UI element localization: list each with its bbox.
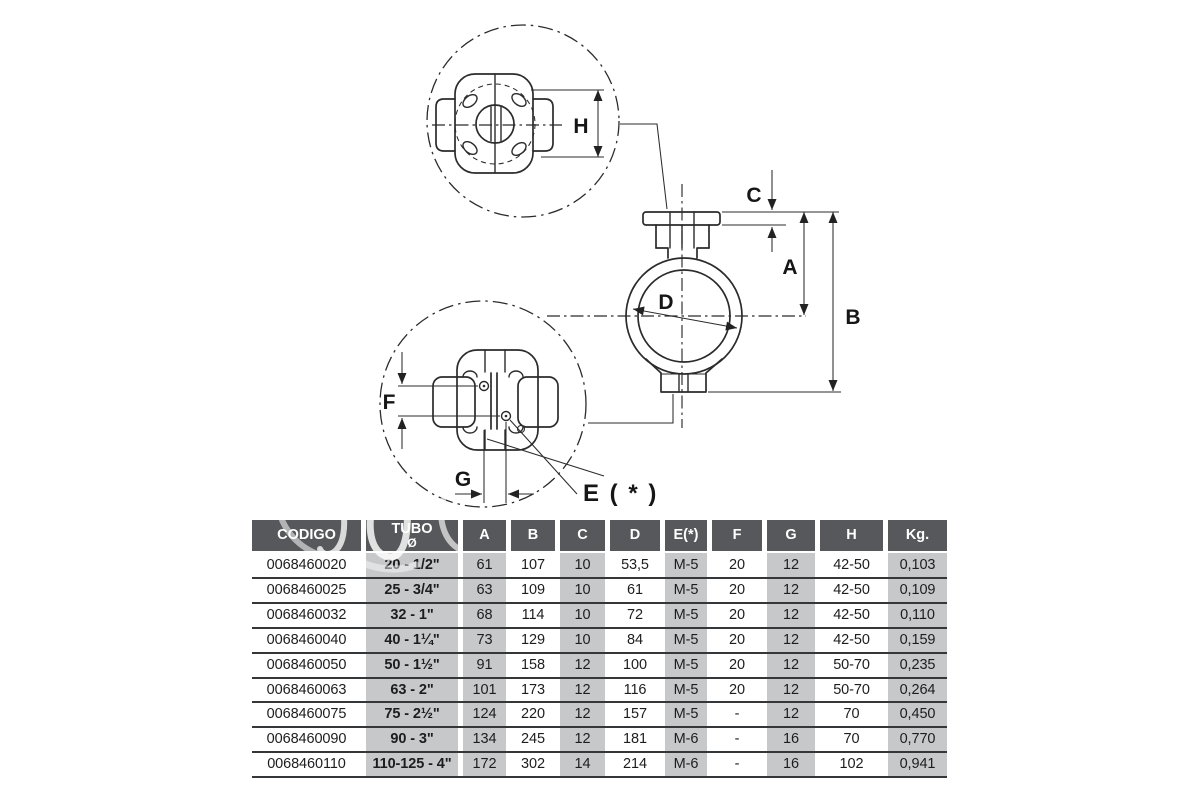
cell-codigo: 0068460032 — [266, 607, 347, 624]
table-cell: 12 — [560, 702, 605, 727]
left-wing — [433, 377, 475, 427]
bottom-foot — [646, 359, 722, 392]
detail-connector-line — [588, 394, 673, 423]
table-cell: M-5 — [665, 628, 707, 653]
bolt-slot — [461, 92, 480, 110]
table-cell: M-5 — [665, 603, 707, 628]
bolt-slot — [461, 139, 480, 157]
spec-table — [252, 520, 947, 779]
row-separator — [252, 701, 947, 703]
table-cell: 110-125 - 4" — [366, 752, 458, 777]
table-cell: M-5 — [665, 652, 707, 677]
table-cell: 42-50 — [833, 582, 870, 599]
table-cell: 220 — [521, 706, 545, 723]
column-header-g — [767, 520, 815, 553]
table-cell: 70 — [843, 731, 860, 748]
header-label: H — [846, 527, 857, 544]
c-extension-lines — [722, 212, 839, 225]
table-cell: 20 — [729, 582, 745, 599]
table-cell: 12 — [767, 603, 815, 628]
row-separator — [252, 652, 947, 654]
table-cell: 0,235 — [888, 652, 947, 677]
header-sublabel: Ø — [407, 535, 417, 550]
table-cell: 42-50 — [833, 557, 870, 574]
row-separator — [252, 677, 947, 679]
table-cell: 0,941 — [888, 752, 947, 777]
table-cell: 10 — [560, 628, 605, 653]
table-cell: 157 — [623, 706, 647, 723]
detail-circle — [380, 301, 586, 507]
table-cell: 172 — [463, 752, 506, 777]
table-cell: 0,103 — [888, 553, 947, 578]
table-cell: 16 — [767, 752, 815, 777]
column-header-f — [712, 520, 762, 553]
table-cell: 73 — [463, 628, 506, 653]
dimension-label-a: A — [782, 256, 798, 279]
table-cell: 91 — [463, 652, 506, 677]
table-cell: M-5 — [665, 553, 707, 578]
table-cell: 302 — [521, 756, 545, 773]
column-header-codigo — [252, 520, 361, 553]
header-label: CODIGO — [277, 527, 336, 544]
table-cell: 116 — [623, 681, 647, 698]
table-cell: M-6 — [665, 752, 707, 777]
table-cell: 63 - 2" — [366, 677, 458, 702]
column-header-e — [665, 520, 707, 553]
table-cell: 12 — [560, 677, 605, 702]
table-cell: 61 — [463, 553, 506, 578]
row-separator — [252, 776, 947, 778]
header-label: B — [527, 527, 539, 544]
table-cell: 63 — [463, 578, 506, 603]
row-separator — [252, 602, 947, 604]
table-cell: 173 — [521, 681, 545, 698]
screw-center — [483, 385, 486, 388]
table-cell: 50 - 1½" — [366, 652, 458, 677]
cell-codigo: 0068460110 — [267, 756, 346, 773]
table-cell: M-5 — [665, 677, 707, 702]
table-cell: 124 — [463, 702, 506, 727]
header-label: Kg. — [905, 527, 930, 544]
table-cell: 214 — [623, 756, 647, 773]
table-cell: - — [734, 756, 740, 773]
cell-codigo: 0068460040 — [266, 631, 347, 648]
table-cell: 12 — [767, 677, 815, 702]
table-cell: 16 — [767, 727, 815, 752]
table-cell: 12 — [767, 578, 815, 603]
table-cell: 72 — [627, 607, 643, 624]
table-cell: 114 — [521, 607, 545, 624]
g-extension-lines — [484, 422, 506, 503]
table-cell: 42-50 — [833, 607, 870, 624]
table-cell: 12 — [560, 727, 605, 752]
cell-codigo: 0068460075 — [266, 706, 347, 723]
table-cell: 0,770 — [888, 727, 947, 752]
table-cell: 40 - 1¼" — [366, 628, 458, 653]
table-cell: 100 — [623, 656, 647, 673]
header-label: TUBO — [391, 520, 433, 537]
header-label: F — [732, 527, 742, 544]
dimension-label-h: H — [573, 115, 589, 138]
table-cell: 20 — [729, 631, 745, 648]
dimension-label-b: B — [845, 306, 861, 329]
front-view — [547, 170, 861, 428]
row-separator — [252, 726, 947, 728]
header-label: E(*) — [673, 527, 699, 544]
table-cell: 20 — [729, 607, 745, 624]
table-cell: 25 - 3/4" — [366, 578, 458, 603]
column-header-d — [610, 520, 660, 553]
table-cell: 107 — [521, 557, 545, 574]
detail-leader-line — [620, 124, 667, 209]
cell-codigo: 0068460020 — [266, 557, 347, 574]
bolt-slot — [510, 91, 529, 109]
table-cell: 32 - 1" — [366, 603, 458, 628]
table-cell: 10 — [560, 553, 605, 578]
column-header-c — [560, 520, 605, 553]
header-label: A — [479, 527, 490, 544]
table-cell: 53,5 — [621, 557, 649, 574]
table-cell: 0,110 — [888, 603, 947, 628]
table-cell: - — [734, 706, 740, 723]
table-cell: 20 - 1/2" — [366, 553, 458, 578]
table-cell: 0,109 — [888, 578, 947, 603]
column-header-kg — [888, 520, 947, 553]
dimension-label-f: F — [382, 391, 396, 414]
detail-view-top-flange — [427, 25, 667, 217]
table-cell: 109 — [521, 582, 545, 599]
table-cell: 50-70 — [833, 656, 870, 673]
screw-center — [505, 415, 508, 418]
row-separator — [252, 577, 947, 579]
disc-edge — [491, 373, 497, 429]
table-cell: 12 — [767, 553, 815, 578]
table-cell: 42-50 — [833, 631, 870, 648]
bolt-slot — [510, 140, 529, 158]
table-cell: 181 — [623, 731, 647, 748]
table-cell: 10 — [560, 578, 605, 603]
foot-slot — [679, 374, 688, 392]
table-cell: 12 — [560, 652, 605, 677]
dimension-label-c: C — [746, 184, 762, 207]
table-cell: 90 - 3" — [366, 727, 458, 752]
table-cell: 134 — [463, 727, 506, 752]
table-cell: 75 - 2½" — [366, 702, 458, 727]
table-cell: 12 — [767, 628, 815, 653]
table-cell: 50-70 — [833, 681, 870, 698]
table-cell: 61 — [627, 582, 643, 599]
table-cell: M-5 — [665, 578, 707, 603]
table-cell: 0,264 — [888, 677, 947, 702]
table-cell: 102 — [839, 756, 864, 773]
table-cell: 84 — [627, 631, 643, 648]
cell-codigo: 0068460090 — [266, 731, 347, 748]
h-extension-lines — [531, 90, 604, 157]
table-cell: 0,159 — [888, 628, 947, 653]
table-cell: 10 — [560, 603, 605, 628]
row-separator — [252, 751, 947, 753]
row-separator — [252, 627, 947, 629]
table-cell: 0,450 — [888, 702, 947, 727]
stem-lines — [485, 350, 505, 450]
table-cell: M-5 — [665, 702, 707, 727]
table-cell: 158 — [521, 656, 545, 673]
table-cell: 20 — [729, 557, 745, 574]
table-cell: - — [734, 731, 740, 748]
column-header-b — [511, 520, 555, 553]
dimension-label-d: D — [658, 291, 674, 314]
table-cell: 70 — [843, 706, 860, 723]
column-header-h — [820, 520, 883, 553]
dimension-label-g: G — [454, 468, 472, 491]
stem-splines — [670, 225, 694, 248]
table-cell: 101 — [463, 677, 506, 702]
table-cell: 245 — [521, 731, 545, 748]
stem-square — [491, 107, 501, 141]
table-cell: 12 — [767, 702, 815, 727]
dimension-label-e: E ( * ) — [583, 480, 659, 507]
cell-codigo: 0068460050 — [266, 656, 347, 673]
cell-codigo: 0068460063 — [266, 681, 347, 698]
header-label: D — [629, 527, 641, 544]
column-header-tubo — [366, 520, 458, 553]
table-cell: 129 — [521, 631, 545, 648]
detail-view-top-view — [380, 301, 658, 507]
table-cell: M-6 — [665, 727, 707, 752]
d-diameter-line — [633, 309, 737, 328]
table-cell: 14 — [560, 752, 605, 777]
table-cell: 12 — [767, 652, 815, 677]
header-label: G — [785, 527, 797, 544]
table-cell: 20 — [729, 681, 745, 698]
column-header-a — [463, 520, 506, 553]
table-cell: 20 — [729, 656, 745, 673]
flange-body — [455, 74, 533, 173]
cell-codigo: 0068460025 — [266, 582, 347, 599]
table-cell: 68 — [463, 603, 506, 628]
header-label: C — [577, 527, 588, 544]
